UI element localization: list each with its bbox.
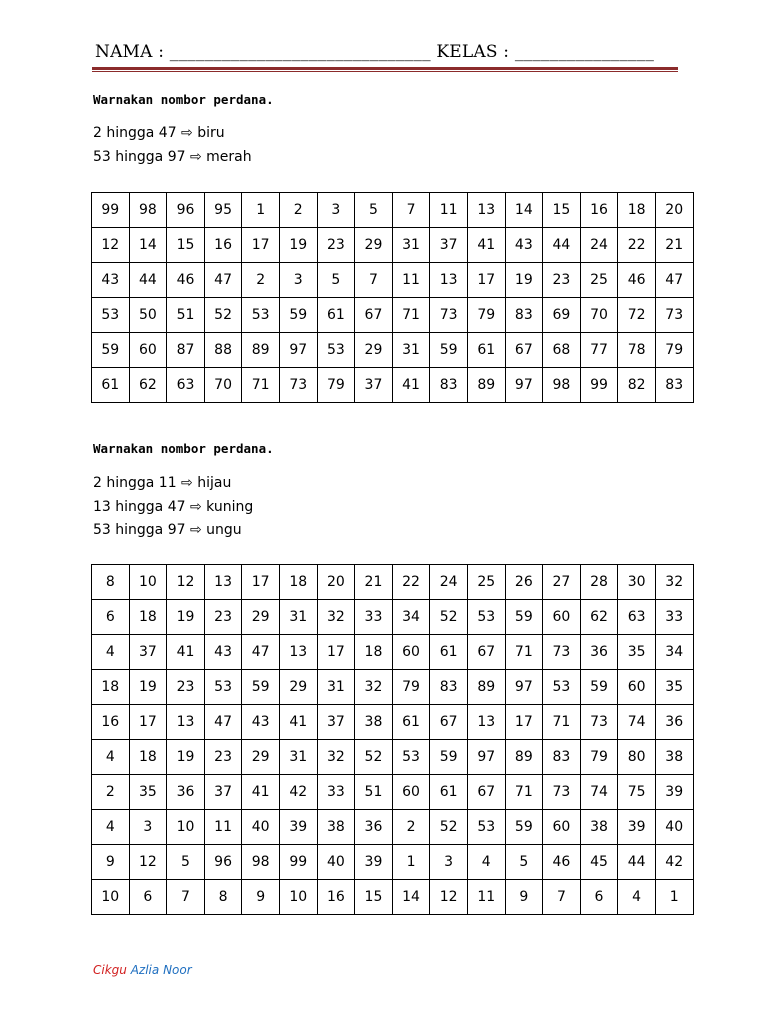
grid-cell[interactable]: 22 <box>618 228 656 263</box>
grid-cell[interactable]: 13 <box>467 705 505 740</box>
grid-cell[interactable]: 7 <box>543 880 581 915</box>
grid-cell[interactable]: 26 <box>505 565 543 600</box>
grid-cell[interactable]: 74 <box>580 775 618 810</box>
grid-cell[interactable]: 44 <box>543 228 581 263</box>
grid-cell[interactable]: 19 <box>279 228 317 263</box>
legend-line: 53 hingga 97 ⇨ ungu <box>93 522 242 538</box>
grid-cell[interactable]: 3 <box>279 263 317 298</box>
grid-cell[interactable]: 61 <box>467 333 505 368</box>
grid-cell[interactable]: 6 <box>92 600 130 635</box>
section2-instruction: Warnakan nombor perdana. <box>93 441 274 456</box>
grid-cell[interactable]: 39 <box>279 810 317 845</box>
grid-cell[interactable]: 73 <box>543 775 581 810</box>
grid-row <box>92 600 694 635</box>
section1-legend <box>93 122 252 169</box>
grid-row <box>92 263 694 298</box>
grid-cell[interactable]: 61 <box>92 368 130 403</box>
grid-cell[interactable]: 67 <box>467 635 505 670</box>
grid-cell[interactable]: 59 <box>430 740 468 775</box>
grid-cell[interactable]: 60 <box>392 775 430 810</box>
grid-row <box>92 775 694 810</box>
grid-cell[interactable]: 33 <box>317 775 355 810</box>
grid-cell[interactable]: 29 <box>279 670 317 705</box>
header-rule-thin <box>92 71 678 72</box>
grid-cell[interactable]: 71 <box>543 705 581 740</box>
legend-line: 53 hingga 97 ⇨ merah <box>93 148 252 165</box>
grid-cell[interactable]: 11 <box>392 263 430 298</box>
grid-cell[interactable]: 10 <box>129 565 167 600</box>
grid-cell[interactable]: 23 <box>543 263 581 298</box>
grid-cell[interactable]: 70 <box>580 298 618 333</box>
grid-cell[interactable]: 63 <box>167 368 205 403</box>
grid-cell[interactable]: 35 <box>618 635 656 670</box>
grid-cell[interactable]: 83 <box>655 368 693 403</box>
grid-cell[interactable]: 6 <box>129 880 167 915</box>
grid-cell[interactable]: 13 <box>167 705 205 740</box>
grid-cell[interactable]: 18 <box>129 600 167 635</box>
grid-cell[interactable]: 80 <box>618 740 656 775</box>
grid-cell[interactable]: 42 <box>655 845 693 880</box>
grid-cell[interactable]: 12 <box>167 565 205 600</box>
grid-cell[interactable]: 82 <box>618 368 656 403</box>
grid-cell[interactable]: 13 <box>430 263 468 298</box>
grid-cell[interactable]: 24 <box>430 565 468 600</box>
grid-cell[interactable]: 52 <box>430 600 468 635</box>
grid-cell[interactable]: 53 <box>392 740 430 775</box>
grid-cell[interactable]: 70 <box>204 368 242 403</box>
header-rule <box>92 67 678 70</box>
grid-cell[interactable]: 7 <box>392 193 430 228</box>
grid-cell[interactable]: 34 <box>392 600 430 635</box>
grid-cell[interactable]: 73 <box>279 368 317 403</box>
grid-cell[interactable]: 30 <box>618 565 656 600</box>
grid-cell[interactable]: 53 <box>317 333 355 368</box>
grid-cell[interactable]: 29 <box>242 600 280 635</box>
grid-cell[interactable]: 12 <box>129 845 167 880</box>
grid-cell[interactable]: 67 <box>355 298 393 333</box>
grid-cell[interactable]: 60 <box>543 810 581 845</box>
grid-cell[interactable]: 39 <box>355 845 393 880</box>
grid-cell[interactable]: 61 <box>392 705 430 740</box>
grid-cell[interactable]: 97 <box>279 333 317 368</box>
grid-cell[interactable]: 14 <box>392 880 430 915</box>
grid-cell[interactable]: 16 <box>92 705 130 740</box>
grid-row <box>92 810 694 845</box>
grid-cell[interactable]: 47 <box>655 263 693 298</box>
grid-cell[interactable]: 41 <box>242 775 280 810</box>
grid-cell[interactable]: 79 <box>317 368 355 403</box>
grid-cell[interactable]: 17 <box>505 705 543 740</box>
grid-cell[interactable]: 52 <box>204 298 242 333</box>
grid-cell[interactable]: 95 <box>204 193 242 228</box>
grid-cell[interactable]: 10 <box>279 880 317 915</box>
grid-cell[interactable]: 5 <box>505 845 543 880</box>
grid-cell[interactable]: 43 <box>505 228 543 263</box>
grid-cell[interactable]: 4 <box>92 810 130 845</box>
grid-cell[interactable]: 23 <box>204 600 242 635</box>
grid-cell[interactable]: 63 <box>618 600 656 635</box>
grid-cell[interactable]: 47 <box>242 635 280 670</box>
grid-cell[interactable]: 28 <box>580 565 618 600</box>
grid-cell[interactable]: 74 <box>618 705 656 740</box>
grid-cell[interactable]: 62 <box>129 368 167 403</box>
grid-cell[interactable]: 36 <box>355 810 393 845</box>
grid-row <box>92 880 694 915</box>
grid-cell[interactable]: 12 <box>92 228 130 263</box>
grid-cell[interactable]: 40 <box>242 810 280 845</box>
grid-cell[interactable]: 59 <box>279 298 317 333</box>
grid-cell[interactable]: 18 <box>92 670 130 705</box>
grid-cell[interactable]: 37 <box>430 228 468 263</box>
grid-cell[interactable]: 60 <box>543 600 581 635</box>
legend-line: 2 hingga 47 ⇨ biru <box>93 125 225 141</box>
grid-cell[interactable]: 59 <box>505 810 543 845</box>
grid-row <box>92 705 694 740</box>
grid-cell[interactable]: 79 <box>655 333 693 368</box>
grid-cell[interactable]: 41 <box>167 635 205 670</box>
grid-cell[interactable]: 46 <box>167 263 205 298</box>
grid-cell[interactable]: 23 <box>167 670 205 705</box>
grid-cell[interactable]: 99 <box>279 845 317 880</box>
grid-cell[interactable]: 67 <box>467 775 505 810</box>
grid-cell[interactable]: 60 <box>392 635 430 670</box>
grid-cell[interactable]: 37 <box>129 635 167 670</box>
grid-cell[interactable]: 21 <box>355 565 393 600</box>
grid-cell[interactable]: 32 <box>655 565 693 600</box>
grid-cell[interactable]: 31 <box>279 740 317 775</box>
grid-cell[interactable]: 19 <box>167 600 205 635</box>
grid-cell[interactable]: 96 <box>204 845 242 880</box>
grid-cell[interactable]: 18 <box>279 565 317 600</box>
grid-row <box>92 193 694 228</box>
grid-cell[interactable]: 43 <box>92 263 130 298</box>
grid-cell[interactable]: 4 <box>92 635 130 670</box>
grid-cell[interactable]: 52 <box>430 810 468 845</box>
grid-cell[interactable]: 79 <box>467 298 505 333</box>
grid-cell[interactable]: 37 <box>317 705 355 740</box>
grid-cell[interactable]: 15 <box>543 193 581 228</box>
grid-cell[interactable]: 18 <box>129 740 167 775</box>
grid-cell[interactable]: 29 <box>355 228 393 263</box>
grid-cell[interactable]: 20 <box>655 193 693 228</box>
grid-cell[interactable]: 18 <box>618 193 656 228</box>
grid-cell[interactable]: 17 <box>242 565 280 600</box>
grid-row <box>92 670 694 705</box>
grid-cell[interactable]: 88 <box>204 333 242 368</box>
grid-cell[interactable]: 31 <box>279 600 317 635</box>
grid-cell[interactable]: 98 <box>242 845 280 880</box>
grid-cell[interactable]: 73 <box>655 298 693 333</box>
grid-cell[interactable]: 71 <box>392 298 430 333</box>
grid-cell[interactable]: 9 <box>505 880 543 915</box>
grid-cell[interactable]: 29 <box>355 333 393 368</box>
grid-cell[interactable]: 98 <box>543 368 581 403</box>
grid-cell[interactable]: 11 <box>204 810 242 845</box>
grid-cell[interactable]: 59 <box>430 333 468 368</box>
grid-cell[interactable]: 62 <box>580 600 618 635</box>
grid-cell[interactable]: 67 <box>505 333 543 368</box>
grid-cell[interactable]: 15 <box>167 228 205 263</box>
grid-cell[interactable]: 52 <box>355 740 393 775</box>
grid-cell[interactable]: 46 <box>543 845 581 880</box>
grid-cell[interactable]: 53 <box>543 670 581 705</box>
grid-cell[interactable]: 43 <box>204 635 242 670</box>
grid-cell[interactable]: 31 <box>392 333 430 368</box>
grid-cell[interactable]: 47 <box>204 705 242 740</box>
grid-cell[interactable]: 19 <box>167 740 205 775</box>
grid-cell[interactable]: 7 <box>355 263 393 298</box>
grid-cell[interactable]: 78 <box>618 333 656 368</box>
grid-cell[interactable]: 53 <box>467 600 505 635</box>
grid-cell[interactable]: 3 <box>129 810 167 845</box>
grid-cell[interactable]: 36 <box>655 705 693 740</box>
grid-cell[interactable]: 19 <box>505 263 543 298</box>
grid-row <box>92 228 694 263</box>
grid-cell[interactable]: 51 <box>355 775 393 810</box>
grid-cell[interactable]: 71 <box>242 368 280 403</box>
grid-cell[interactable]: 53 <box>204 670 242 705</box>
grid-cell[interactable]: 4 <box>92 740 130 775</box>
grid-cell[interactable]: 1 <box>242 193 280 228</box>
grid-cell[interactable]: 32 <box>355 670 393 705</box>
grid-cell[interactable]: 17 <box>129 705 167 740</box>
grid-cell[interactable]: 20 <box>317 565 355 600</box>
grid-cell[interactable]: 44 <box>129 263 167 298</box>
grid-cell[interactable]: 17 <box>242 228 280 263</box>
grid-cell[interactable]: 68 <box>543 333 581 368</box>
grid-cell[interactable]: 67 <box>430 705 468 740</box>
credit-title: Cikgu <box>93 963 127 977</box>
grid-cell[interactable]: 4 <box>618 880 656 915</box>
grid-cell[interactable]: 29 <box>242 740 280 775</box>
grid-cell[interactable]: 21 <box>655 228 693 263</box>
grid-cell[interactable]: 99 <box>580 368 618 403</box>
grid-cell[interactable]: 53 <box>242 298 280 333</box>
grid-cell[interactable]: 39 <box>618 810 656 845</box>
grid-cell[interactable]: 61 <box>430 775 468 810</box>
grid-cell[interactable]: 60 <box>618 670 656 705</box>
grid-cell[interactable]: 1 <box>392 845 430 880</box>
grid-cell[interactable]: 61 <box>430 635 468 670</box>
number-grid-2 <box>91 564 694 915</box>
grid-cell[interactable]: 38 <box>355 705 393 740</box>
grid-cell[interactable]: 42 <box>279 775 317 810</box>
grid-cell[interactable]: 15 <box>355 880 393 915</box>
grid-cell[interactable]: 4 <box>467 845 505 880</box>
grid-row <box>92 333 694 368</box>
grid-cell[interactable]: 25 <box>467 565 505 600</box>
grid-cell[interactable]: 73 <box>543 635 581 670</box>
grid-cell[interactable]: 51 <box>167 298 205 333</box>
grid-cell[interactable]: 12 <box>430 880 468 915</box>
grid-cell[interactable]: 73 <box>430 298 468 333</box>
grid-cell[interactable]: 40 <box>655 810 693 845</box>
grid-cell[interactable]: 97 <box>505 368 543 403</box>
grid-cell[interactable]: 9 <box>92 845 130 880</box>
grid-cell[interactable]: 8 <box>92 565 130 600</box>
grid-row <box>92 298 694 333</box>
grid-cell[interactable]: 34 <box>655 635 693 670</box>
grid-cell[interactable]: 98 <box>129 193 167 228</box>
grid-cell[interactable]: 16 <box>204 228 242 263</box>
grid-cell[interactable]: 10 <box>92 880 130 915</box>
grid-cell[interactable]: 3 <box>317 193 355 228</box>
grid-cell[interactable]: 73 <box>580 705 618 740</box>
grid-cell[interactable]: 17 <box>467 263 505 298</box>
grid-cell[interactable]: 97 <box>505 670 543 705</box>
grid-cell[interactable]: 41 <box>392 368 430 403</box>
grid-cell[interactable]: 22 <box>392 565 430 600</box>
grid-cell[interactable]: 2 <box>242 263 280 298</box>
grid-cell[interactable]: 33 <box>355 600 393 635</box>
grid-cell[interactable]: 89 <box>467 670 505 705</box>
grid-cell[interactable]: 59 <box>92 333 130 368</box>
grid-cell[interactable]: 38 <box>317 810 355 845</box>
grid-row <box>92 740 694 775</box>
grid-cell[interactable]: 40 <box>317 845 355 880</box>
grid-cell[interactable]: 17 <box>317 635 355 670</box>
grid-cell[interactable]: 44 <box>618 845 656 880</box>
grid-cell[interactable]: 83 <box>430 670 468 705</box>
grid-cell[interactable]: 69 <box>543 298 581 333</box>
grid-cell[interactable]: 37 <box>355 368 393 403</box>
credit-name: Azlia Noor <box>130 963 192 977</box>
grid-cell[interactable]: 13 <box>467 193 505 228</box>
grid-cell[interactable]: 61 <box>317 298 355 333</box>
grid-cell[interactable]: 60 <box>129 333 167 368</box>
grid-cell[interactable]: 23 <box>204 740 242 775</box>
grid-cell[interactable]: 36 <box>167 775 205 810</box>
grid-cell[interactable]: 97 <box>467 740 505 775</box>
grid-cell[interactable]: 3 <box>430 845 468 880</box>
grid-row <box>92 845 694 880</box>
name-class-header: NAMA : ______________________________ KELAS : ________________ <box>95 42 655 62</box>
grid-cell[interactable]: 25 <box>580 263 618 298</box>
author-credit <box>93 963 192 977</box>
grid-cell[interactable]: 71 <box>505 635 543 670</box>
grid-row <box>92 565 694 600</box>
grid-cell[interactable]: 47 <box>204 263 242 298</box>
grid-cell[interactable]: 10 <box>167 810 205 845</box>
grid-cell[interactable]: 89 <box>505 740 543 775</box>
grid-cell[interactable]: 45 <box>580 845 618 880</box>
grid-cell[interactable]: 46 <box>618 263 656 298</box>
grid-cell[interactable]: 19 <box>129 670 167 705</box>
grid-cell[interactable]: 83 <box>505 298 543 333</box>
grid-cell[interactable]: 27 <box>543 565 581 600</box>
grid-cell[interactable]: 87 <box>167 333 205 368</box>
grid-cell[interactable]: 14 <box>505 193 543 228</box>
grid-cell[interactable]: 43 <box>242 705 280 740</box>
grid-cell[interactable]: 7 <box>167 880 205 915</box>
grid-cell[interactable]: 18 <box>355 635 393 670</box>
grid-cell[interactable]: 89 <box>467 368 505 403</box>
grid-cell[interactable]: 83 <box>430 368 468 403</box>
section2-legend <box>93 472 253 543</box>
grid-cell[interactable]: 99 <box>92 193 130 228</box>
grid-cell[interactable]: 59 <box>242 670 280 705</box>
grid-cell[interactable]: 79 <box>392 670 430 705</box>
number-grid-1 <box>91 192 694 403</box>
grid-cell[interactable]: 32 <box>317 600 355 635</box>
grid-cell[interactable]: 11 <box>467 880 505 915</box>
grid-cell[interactable]: 83 <box>543 740 581 775</box>
grid-cell[interactable]: 5 <box>317 263 355 298</box>
grid-cell[interactable]: 39 <box>655 775 693 810</box>
grid-cell[interactable]: 5 <box>167 845 205 880</box>
grid-cell[interactable]: 1 <box>655 880 693 915</box>
grid-cell[interactable]: 38 <box>580 810 618 845</box>
grid-cell[interactable]: 79 <box>580 740 618 775</box>
grid-cell[interactable]: 38 <box>655 740 693 775</box>
grid-cell[interactable]: 59 <box>580 670 618 705</box>
grid-cell[interactable]: 2 <box>392 810 430 845</box>
legend-line: 2 hingga 11 ⇨ hijau <box>93 475 232 491</box>
legend-line: 13 hingga 47 ⇨ kuning <box>93 498 254 515</box>
grid-row <box>92 368 694 403</box>
grid-cell[interactable]: 5 <box>355 193 393 228</box>
grid-cell[interactable]: 75 <box>618 775 656 810</box>
grid-cell[interactable]: 6 <box>580 880 618 915</box>
grid-cell[interactable]: 41 <box>279 705 317 740</box>
grid-cell[interactable]: 35 <box>655 670 693 705</box>
grid-cell[interactable]: 2 <box>92 775 130 810</box>
grid-row <box>92 635 694 670</box>
grid-cell[interactable]: 16 <box>580 193 618 228</box>
grid-cell[interactable]: 14 <box>129 228 167 263</box>
grid-cell[interactable]: 37 <box>204 775 242 810</box>
grid-cell[interactable]: 59 <box>505 600 543 635</box>
grid-cell[interactable]: 96 <box>167 193 205 228</box>
grid-cell[interactable]: 24 <box>580 228 618 263</box>
grid-cell[interactable]: 53 <box>92 298 130 333</box>
grid-cell[interactable]: 77 <box>580 333 618 368</box>
grid-cell[interactable]: 2 <box>279 193 317 228</box>
grid-cell[interactable]: 36 <box>580 635 618 670</box>
grid-cell[interactable]: 31 <box>392 228 430 263</box>
grid-cell[interactable]: 31 <box>317 670 355 705</box>
grid-cell[interactable]: 41 <box>467 228 505 263</box>
grid-cell[interactable]: 89 <box>242 333 280 368</box>
grid-cell[interactable]: 32 <box>317 740 355 775</box>
grid-cell[interactable]: 13 <box>279 635 317 670</box>
grid-cell[interactable]: 33 <box>655 600 693 635</box>
grid-cell[interactable]: 16 <box>317 880 355 915</box>
grid-cell[interactable]: 71 <box>505 775 543 810</box>
grid-cell[interactable]: 13 <box>204 565 242 600</box>
grid-cell[interactable]: 11 <box>430 193 468 228</box>
grid-cell[interactable]: 35 <box>129 775 167 810</box>
grid-cell[interactable]: 9 <box>242 880 280 915</box>
grid-cell[interactable]: 53 <box>467 810 505 845</box>
grid-cell[interactable]: 50 <box>129 298 167 333</box>
grid-cell[interactable]: 8 <box>204 880 242 915</box>
grid-cell[interactable]: 23 <box>317 228 355 263</box>
section1-instruction: Warnakan nombor perdana. <box>93 92 274 107</box>
grid-cell[interactable]: 72 <box>618 298 656 333</box>
